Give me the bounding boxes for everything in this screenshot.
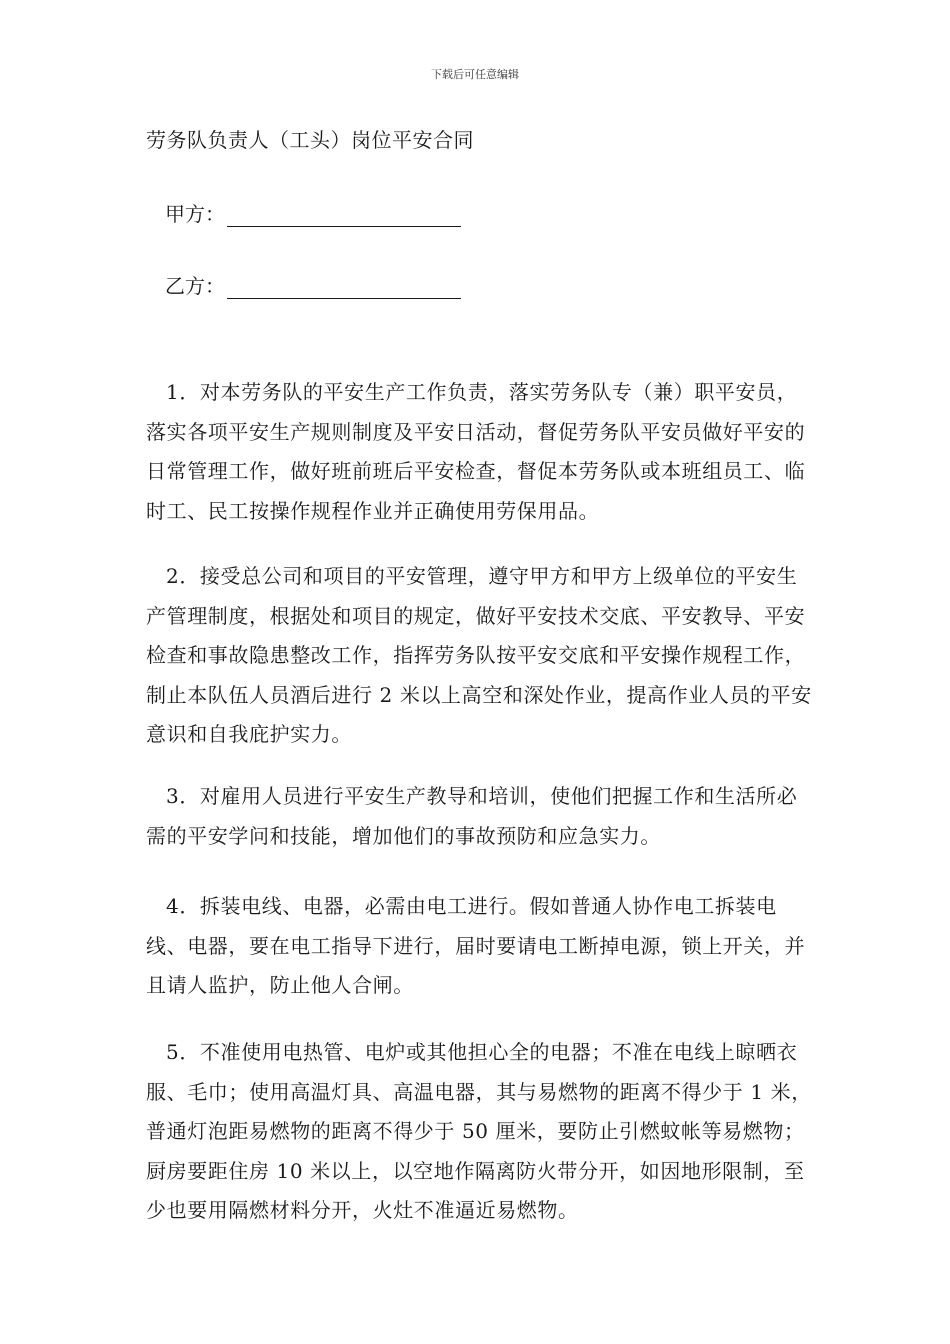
document-title: 劳务队负责人（工头）岗位平安合同 [146,128,474,152]
party-b-line [165,270,461,299]
clause-2: 2．接受总公司和项目的平安管理，遵守甲方和甲方上级单位的平安生产管理制度，根据处和项目的规定，做好平安技术交底、平安教导、平安检查和事故隐患整改工作，指挥劳务队按平安交底和平安操作规程工作，制止本队伍人员酒后进行 2 米以上高空和深处作业，提高作业人员的平安意识和自我庇护实力。 [146,564,812,746]
clause-1: 1．对本劳务队的平安生产工作负责，落实劳务队专（兼）职平安员，落实各项平安生产规则制度及平安日活动，督促劳务队平安员做好平安的日常管理工作，做好班前班后平安检查，督促本劳务队或本班组员工、临时工、民工按操作规程作业并正确使用劳保用品。 [146,380,806,523]
header-note: 下载后可任意编辑 [431,68,519,81]
party-a-blank [227,204,461,227]
party-b-label: 乙方： [165,274,225,298]
clause-3: 3．对雇用人员进行平安生产教导和培训，使他们把握工作和生活所必需的平安学问和技能，增加他们的事故预防和应急实力。 [146,784,798,848]
clause-4: 4．拆装电线、电器，必需由电工进行。假如普通人协作电工拆装电线、电器，要在电工指导下进行，届时要请电工断掉电源，锁上开关，并且请人监护，防止他人合闸。 [146,894,806,997]
party-a-label: 甲方： [165,202,225,226]
party-a-line [165,198,461,227]
party-b-blank [227,276,461,299]
clause-5: 5．不准使用电热管、电炉或其他担心全的电器；不准在电线上晾晒衣服、毛巾；使用高温灯具、高温电器，其与易燃物的距离不得少于 1 米，普通灯泡距易燃物的距离不得少于 50 厘米，要防止引燃蚊帐等易燃物；厨房要距住房 10 米以上，以空地作隔离防火带分开，如因地形限制，至少也要用隔燃材料分开，火灶不准逼近易燃物。 [146,1040,812,1222]
